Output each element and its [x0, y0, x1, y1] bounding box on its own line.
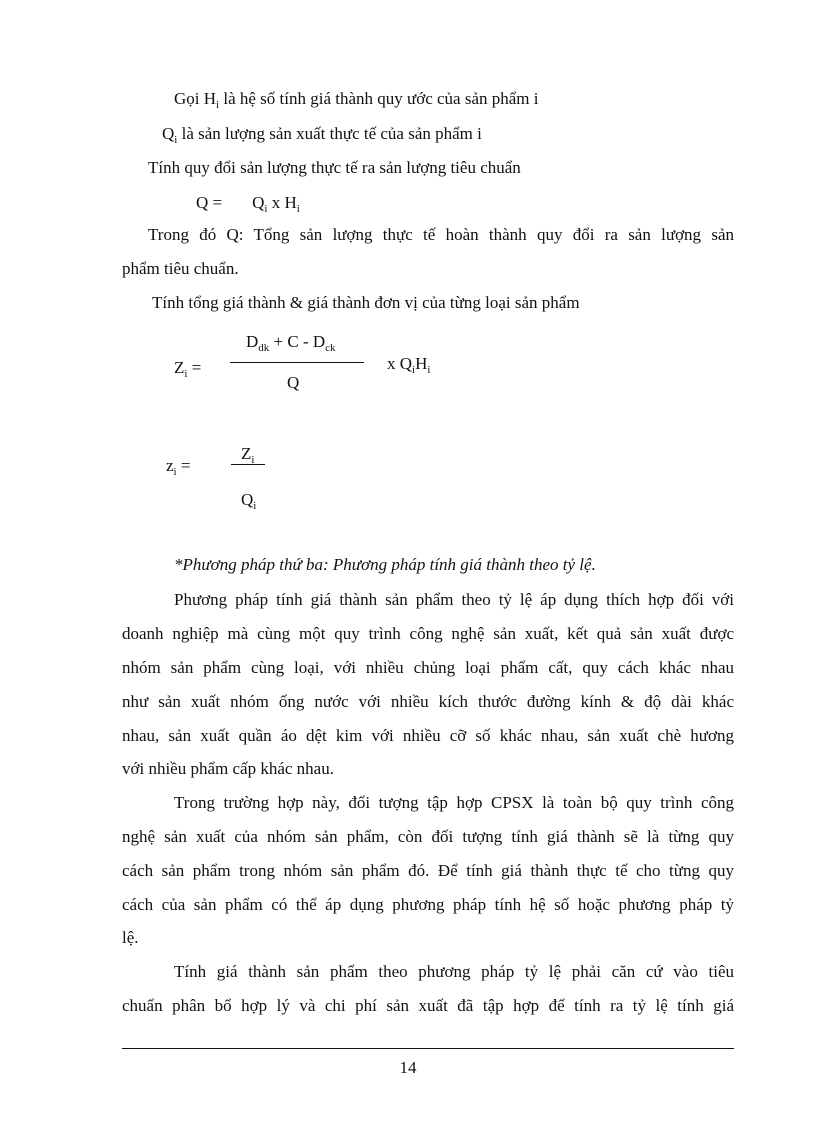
paragraph1-line: Phương pháp tính giá thành sản phẩm theo tỷ lệ áp dụng thích hợp đối với — [174, 590, 734, 609]
formula-z-lhs — [166, 455, 190, 477]
formula-Z-denominator: Q — [287, 373, 300, 392]
definition-h — [174, 88, 539, 110]
definition-q-prefix: Q — [162, 124, 175, 143]
definition-q-text: là sản lượng sản xuất thực tế của sản phẩm i — [177, 124, 482, 143]
formula-z-denominator — [241, 489, 256, 511]
formula-Z-lhs-sub: i — [184, 368, 188, 380]
paragraph3-line: Tính giá thành sản phẩm theo phương pháp tỷ lệ phải căn cứ vào tiêu — [174, 962, 734, 981]
formula-q-lhs: Q = — [196, 193, 223, 212]
paragraph2-line: Trong trường hợp này, đối tượng tập hợp CPSX là toàn bộ quy trình công — [174, 793, 734, 812]
formula-Z-lhs-letter: Z — [174, 358, 185, 377]
formula-q-times: x H — [267, 193, 297, 212]
where-line-2: phẩm tiêu chuẩn. — [122, 259, 239, 278]
formula-q — [196, 192, 300, 214]
paragraph1-line: doanh nghiệp mà cùng một quy trình công nghệ sản xuất, kết quả sản xuất được — [122, 624, 734, 643]
formula-Z-num-mid: + C - D — [269, 332, 326, 351]
formula-z-lhs-letter: z — [166, 456, 174, 475]
formula-Z-numerator — [246, 331, 336, 353]
formula-Z-mult-q-sub: i — [412, 364, 416, 376]
paragraph3-line: chuẩn phân bổ hợp lý và chi phí sản xuất đã tập hợp để tính ra tỷ lệ tính giá — [122, 996, 734, 1015]
formula-q-h-sub: i — [296, 203, 300, 215]
formula-Z-eq: = — [187, 358, 202, 377]
formula-Z-mult: x Q — [387, 354, 413, 373]
formula-q-q: Q — [252, 193, 265, 212]
formula-Z-num-d2-sub: ck — [325, 342, 336, 354]
formula-z-eq: = — [176, 456, 191, 475]
where-line-1: Trong đó Q: Tổng sản lượng thực tế hoàn thành quy đổi ra sản lượng sản — [148, 225, 734, 244]
formula-Z-num-d1: D — [246, 332, 259, 351]
paragraph1-line: nhau, sản xuất quần áo dệt kim với nhiều cỡ số khác nhau, sản xuất chè hương — [122, 726, 734, 745]
formula-Z-multiplier — [387, 353, 430, 375]
formula-z-lhs-sub: i — [173, 466, 177, 478]
paragraph1-line: như sản xuất nhóm ống nước với nhiều kích thước đường kính & độ dài khác — [122, 692, 734, 711]
definition-q-sub: i — [174, 134, 178, 146]
paragraph1-line: nhóm sản phẩm cùng loại, với nhiều chủng loại phẩm cất, quy cách khác nhau — [122, 658, 734, 677]
paragraph1-line: với nhiều phẩm cấp khác nhau. — [122, 759, 334, 778]
formula-z-num: Z — [241, 444, 252, 463]
page-number: 14 — [399, 1058, 417, 1077]
formula-q-q-sub: i — [264, 203, 268, 215]
formula-z-den-sub: i — [253, 500, 257, 512]
formula-Z-fraction-bar — [230, 362, 364, 363]
definition-h-prefix: Gọi H — [174, 89, 217, 108]
paragraph2-line: cách sản phẩm trong nhóm sản phẩm đó. Để tính giá thành thực tế cho từng quy — [122, 861, 734, 880]
definition-h-sub: i — [216, 99, 220, 111]
total-cost-intro: Tính tổng giá thành & giá thành đơn vị của từng loại sản phẩm — [152, 293, 580, 312]
formula-Z-mult-h: H — [415, 354, 428, 373]
formula-Z-mult-h-sub: i — [427, 364, 431, 376]
formula-Z-num-d1-sub: dk — [258, 342, 270, 354]
footer-rule — [122, 1048, 734, 1049]
formula-z-num-sub: i — [251, 454, 255, 466]
formula-z-den: Q — [241, 490, 254, 509]
formula-z-numerator — [241, 443, 254, 465]
paragraph2-line: lệ. — [122, 928, 139, 947]
method3-heading: *Phương pháp thứ ba: Phương pháp tính giá thành theo tỷ lệ. — [174, 555, 596, 574]
convert-line: Tính quy đổi sản lượng thực tế ra sản lượng tiêu chuẩn — [148, 158, 521, 177]
paragraph2-line: nghệ sản xuất của nhóm sản phẩm, còn đối tượng tính giá thành sẽ là từng quy — [122, 827, 734, 846]
formula-Z-lhs — [174, 357, 201, 379]
definition-q — [162, 123, 482, 145]
formula-z-fraction-bar — [231, 464, 265, 465]
definition-h-text: là hệ số tính giá thành quy ước của sản phẩm i — [219, 89, 539, 108]
paragraph2-line: cách của sản phẩm có thể áp dụng phương pháp tính hệ số hoặc phương pháp tỷ — [122, 895, 734, 914]
